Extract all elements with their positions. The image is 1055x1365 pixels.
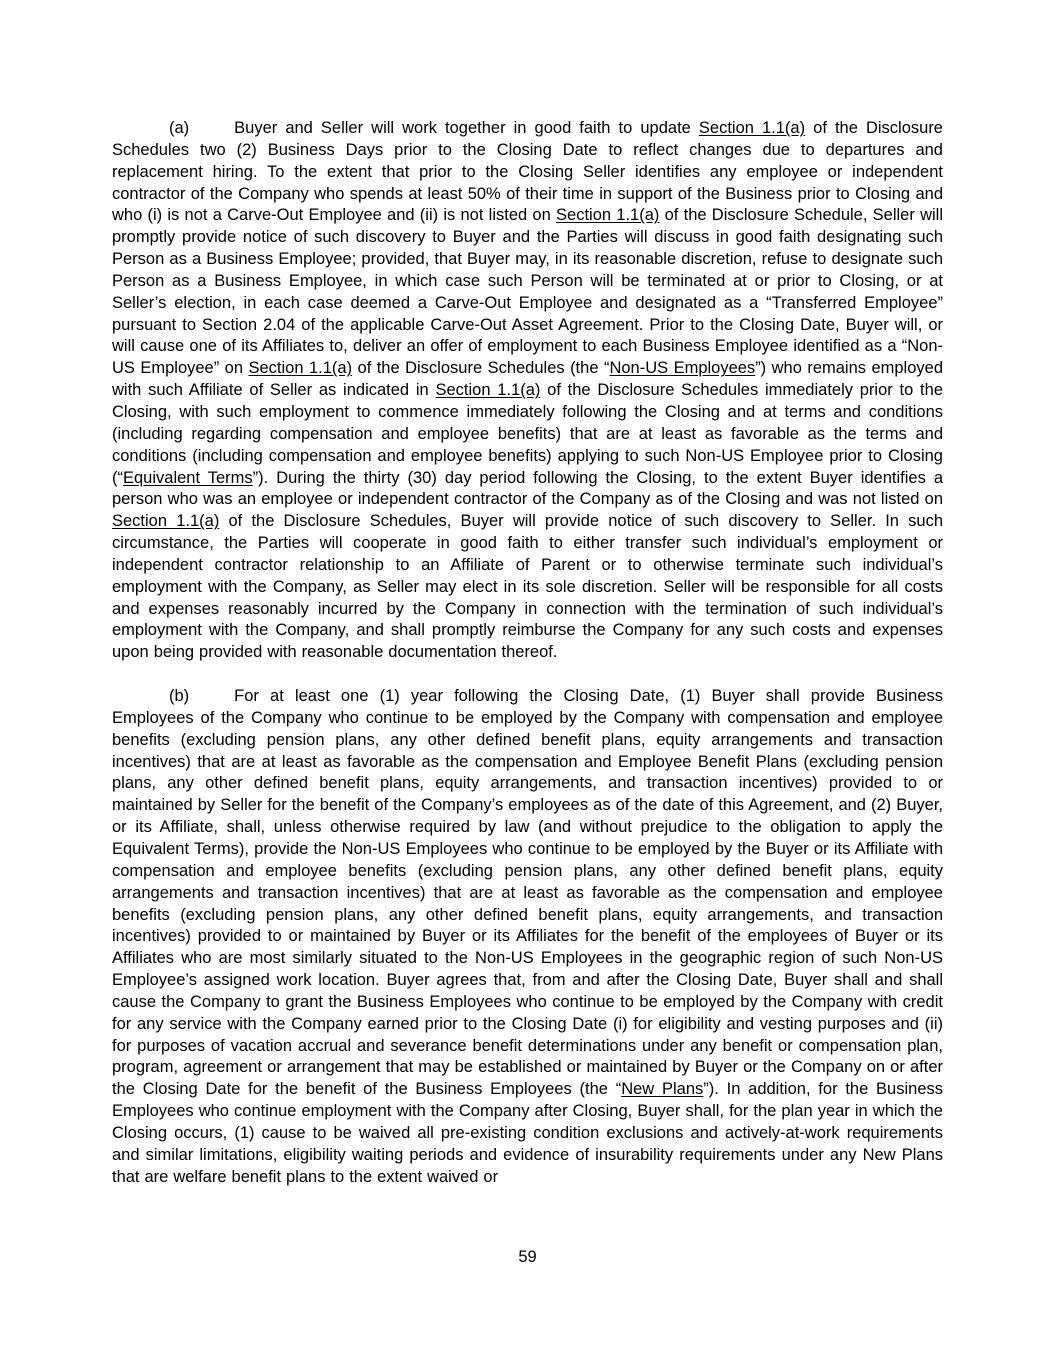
paragraph-label: (b)	[169, 687, 190, 706]
paragraph-a	[112, 118, 943, 664]
underlined-term: Section 1.1(a)	[248, 359, 353, 378]
text-run: ”). In addition, for the Business Employees who continue employment with the Company after Closing, Buyer shall, for the plan year in which the Closing occurs, (1) cause to be waived all pre-existing condition exclusions and actively-at-work requirements and similar limitations, eligibility waiting periods and evidence of insurability requirements under any New Plans that are welfare benefit plans to the extent waived or	[112, 1080, 943, 1186]
text-run: ”). During the thirty (30) day period following the Closing, to the extent Buyer identifies a person who was an employee or independent contractor of the Company as of the Closing and was not listed on	[112, 468, 944, 509]
text-run: Buyer and Seller will work together in good faith to update	[234, 119, 699, 137]
underlined-term: New Plans	[621, 1080, 704, 1099]
paragraph-b	[112, 686, 943, 1188]
page-content	[112, 118, 943, 1211]
underlined-term: Equivalent Terms	[123, 468, 253, 487]
underlined-term: Section 1.1(a)	[556, 206, 660, 225]
text-run: of the Disclosure Schedules, Buyer will provide notice of such discovery to Seller. In such circumstance, the Parties will cooperate in good faith to either transfer such individual’s employment or independent contractor relationship to an Affiliate of Parent or to otherwise terminate such individual’s employment with the Company, as Seller may elect in its sole discretion. Seller will be responsible for all costs and expenses reasonably incurred by the Company in connection with the termination of such individual’s employment with the Company, and shall promptly reimburse the Company for any such costs and expenses upon being provided with reasonable documentation thereof.	[112, 512, 944, 662]
paragraph-label: (a)	[169, 119, 190, 137]
underlined-term: Section 1.1(a)	[698, 119, 806, 137]
text-run: of the Disclosure Schedules (the “	[352, 359, 610, 378]
text-run: of the Disclosure Schedules immediately prior to the Closing, with such employment to commence immediately following the Closing and at terms and conditions (including regarding compensation and employee benefits) that are at least as favorable as the terms and conditions (including compensation and employee benefits) applying to such Non-US Employee prior to Closing (“	[112, 381, 943, 487]
underlined-term: Section 1.1(a)	[112, 512, 220, 531]
text-run: of the Disclosure Schedule, Seller will promptly provide notice of such discovery to Buyer and the Parties will discuss in good faith designating such Person as a Business Employee; provided, that Buyer may, in its reasonable discretion, refuse to designate such Person as a Business Employee, in which case such Person will be terminated at or prior to Closing, or at Seller’s election, in each case deemed a Carve-Out Employee and designated as a “Transferred Employee” pursuant to Section 2.04 of the applicable Carve-Out Asset Agreement. Prior to the Closing Date, Buyer will, or will cause one of its Affiliates to, deliver an offer of employment to each Business Employee identified as a “Non-US Employee” on	[112, 206, 943, 378]
text-run: ”) who remains employed with such Affiliate of Seller as indicated in	[112, 359, 944, 400]
page-number: 59	[518, 1248, 537, 1266]
underlined-term: Non-US Employees	[609, 359, 756, 378]
text-run: For at least one (1) year following the Closing Date, (1) Buyer shall provide Business Employees of the Company who continue to be employed by the Company with compensation and employee benefits (excluding pension plans, any other defined benefit plans, equity arrangements and transaction incentives) that are at least as favorable as the compensation and Employee Benefit Plans (excluding pension plans, any other defined benefit plans, equity arrangements, and transaction incentives) provided to or maintained by Seller for the benefit of the Company’s employees as of the date of this Agreement, and (2) Buyer, or its Affiliate, shall, unless otherwise required by law (and without prejudice to the obligation to apply the Equivalent Terms), provide the Non-US Employees who continue to be employed by the Buyer or its Affiliate with compensation and employee benefits (excluding pension plans, any other defined benefit plans, equity arrangements and transaction incentives) that are at least as favorable as the compensation and employee benefits (excluding pension plans, any other defined benefit plans, equity arrangements, and transaction incentives) provided to or maintained by Buyer or its Affiliates for the benefit of the employees of Buyer or its Affiliates who are most similarly situated to the Non-US Employees in the geographic region of such Non-US Employee’s assigned work location. Buyer agrees that, from and after the Closing Date, Buyer shall and shall cause the Company to grant the Business Employees who continue to be employed by the Company with credit for any service with the Company earned prior to the Closing Date (i) for eligibility and vesting purposes and (ii) for purposes of vacation accrual and severance benefit determinations under any benefit or compensation plan, program, agreement or arrangement that may be established or maintained by Buyer or the Company on or after the Closing Date for the benefit of the Business Employees (the “	[112, 687, 943, 1099]
underlined-term: Section 1.1(a)	[435, 381, 541, 400]
text-run: of the Disclosure Schedules two (2) Business Days prior to the Closing Date to reflect changes due to departures and replacement hiring. To the extent that prior to the Closing Seller identifies any employee or independent contractor of the Company who spends at least 50% of their time in support of the Business prior to Closing and who (i) is not a Carve-Out Employee and (ii) is not listed on	[112, 119, 943, 225]
